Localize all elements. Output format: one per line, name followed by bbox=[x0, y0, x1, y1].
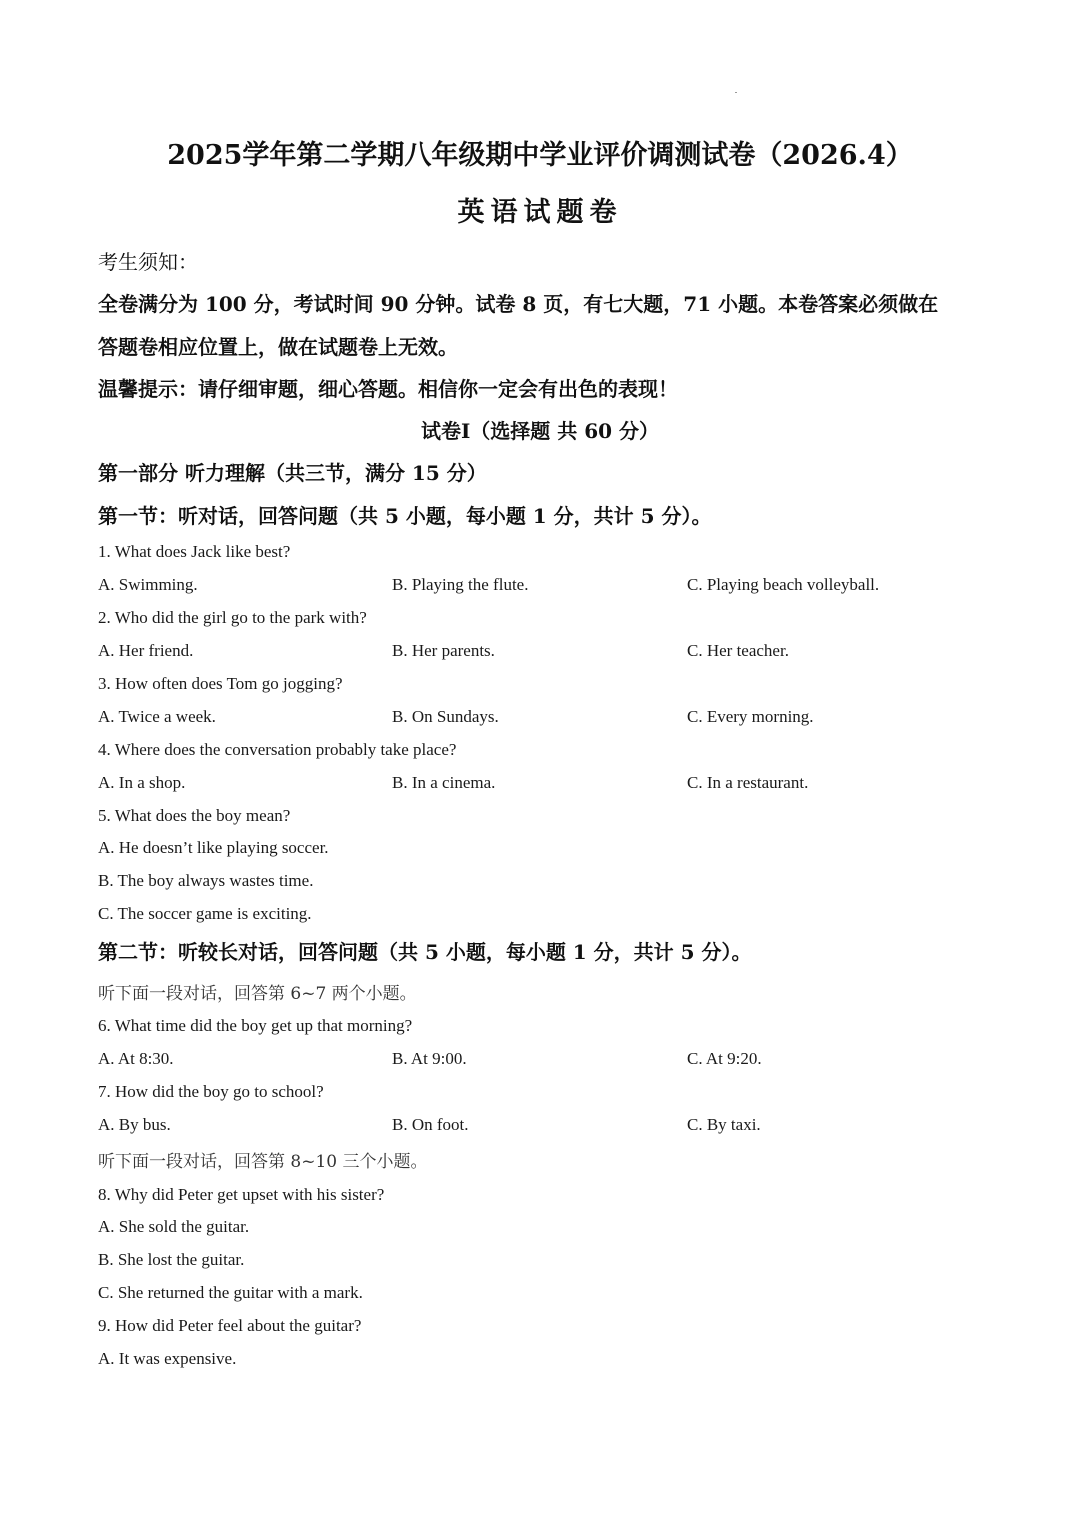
option-2a: A. Her friend. bbox=[98, 641, 194, 660]
option-4a: A. In a shop. bbox=[98, 773, 186, 792]
instruction-8-10: 听下面一段对话，回答第 8~10 三个小题。 bbox=[98, 1152, 428, 1172]
section2-title: 第二节：听较长对话，回答问题（共 5 小题，每小题 1 分，共计 5 分）。 bbox=[98, 940, 752, 964]
section1-title: 第一节：听对话，回答问题（共 5 小题，每小题 1 分，共计 5 分）。 bbox=[98, 504, 712, 528]
option-5c: C. The soccer game is exciting. bbox=[98, 904, 312, 923]
notice-line-2: 答题卷相应位置上，做在试题卷上无效。 bbox=[98, 335, 458, 359]
option-6a: A. At 8:30. bbox=[98, 1049, 174, 1068]
option-5b: B. The boy always wastes time. bbox=[98, 871, 314, 890]
option-1b: B. Playing the flute. bbox=[392, 575, 529, 594]
option-1c: C. Playing beach volleyball. bbox=[687, 575, 880, 594]
option-9a: A. It was expensive. bbox=[98, 1349, 237, 1368]
option-4b: B. In a cinema. bbox=[392, 773, 496, 792]
question-1: 1. What does Jack like best? bbox=[98, 542, 291, 561]
option-7a: A. By bus. bbox=[98, 1115, 171, 1134]
instruction-6-7: 听下面一段对话，回答第 6~7 两个小题。 bbox=[98, 984, 417, 1004]
option-2b: B. Her parents. bbox=[392, 641, 495, 660]
question-6: 6. What time did the boy get up that morning? bbox=[98, 1016, 413, 1035]
option-7c: C. By taxi. bbox=[687, 1115, 761, 1134]
question-8: 8. Why did Peter get upset with his sister? bbox=[98, 1185, 385, 1204]
option-2c: C. Her teacher. bbox=[687, 641, 789, 660]
question-2: 2. Who did the girl go to the park with? bbox=[98, 608, 367, 627]
question-3: 3. How often does Tom go jogging? bbox=[98, 674, 343, 693]
scan-speck bbox=[735, 92, 737, 93]
exam-title: 2025学年第二学期八年级期中学业评价调测试卷（2026.4） bbox=[167, 140, 913, 171]
question-7: 7. How did the boy go to school? bbox=[98, 1082, 324, 1101]
exam-subtitle: 英语试题卷 bbox=[457, 197, 623, 228]
option-8c: C. She returned the guitar with a mark. bbox=[98, 1283, 363, 1302]
option-3a: A. Twice a week. bbox=[98, 707, 216, 726]
paper-label: 试卷I（选择题 共 60 分） bbox=[420, 419, 660, 443]
question-5: 5. What does the boy mean? bbox=[98, 806, 291, 825]
option-1a: A. Swimming. bbox=[98, 575, 198, 594]
question-4: 4. Where does the conversation probably take place? bbox=[98, 740, 457, 759]
option-6c: C. At 9:20. bbox=[687, 1049, 762, 1068]
option-7b: B. On foot. bbox=[392, 1115, 469, 1134]
question-9: 9. How did Peter feel about the guitar? bbox=[98, 1316, 362, 1335]
option-3c: C. Every morning. bbox=[687, 707, 814, 726]
part1-title: 第一部分 听力理解（共三节，满分 15 分） bbox=[98, 461, 487, 485]
option-5a: A. He doesn’t like playing soccer. bbox=[98, 838, 329, 857]
notice-line-1: 全卷满分为 100 分，考试时间 90 分钟。试卷 8 页，有七大题，71 小题。本卷答案必须做在 bbox=[98, 292, 939, 316]
option-3b: B. On Sundays. bbox=[392, 707, 499, 726]
option-6b: B. At 9:00. bbox=[392, 1049, 467, 1068]
option-8b: B. She lost the guitar. bbox=[98, 1250, 245, 1269]
notice-heading: 考生须知： bbox=[98, 250, 198, 274]
option-4c: C. In a restaurant. bbox=[687, 773, 809, 792]
option-8a: A. She sold the guitar. bbox=[98, 1217, 250, 1236]
notice-tip: 温馨提示：请仔细审题，细心答题。相信你一定会有出色的表现！ bbox=[98, 377, 678, 401]
